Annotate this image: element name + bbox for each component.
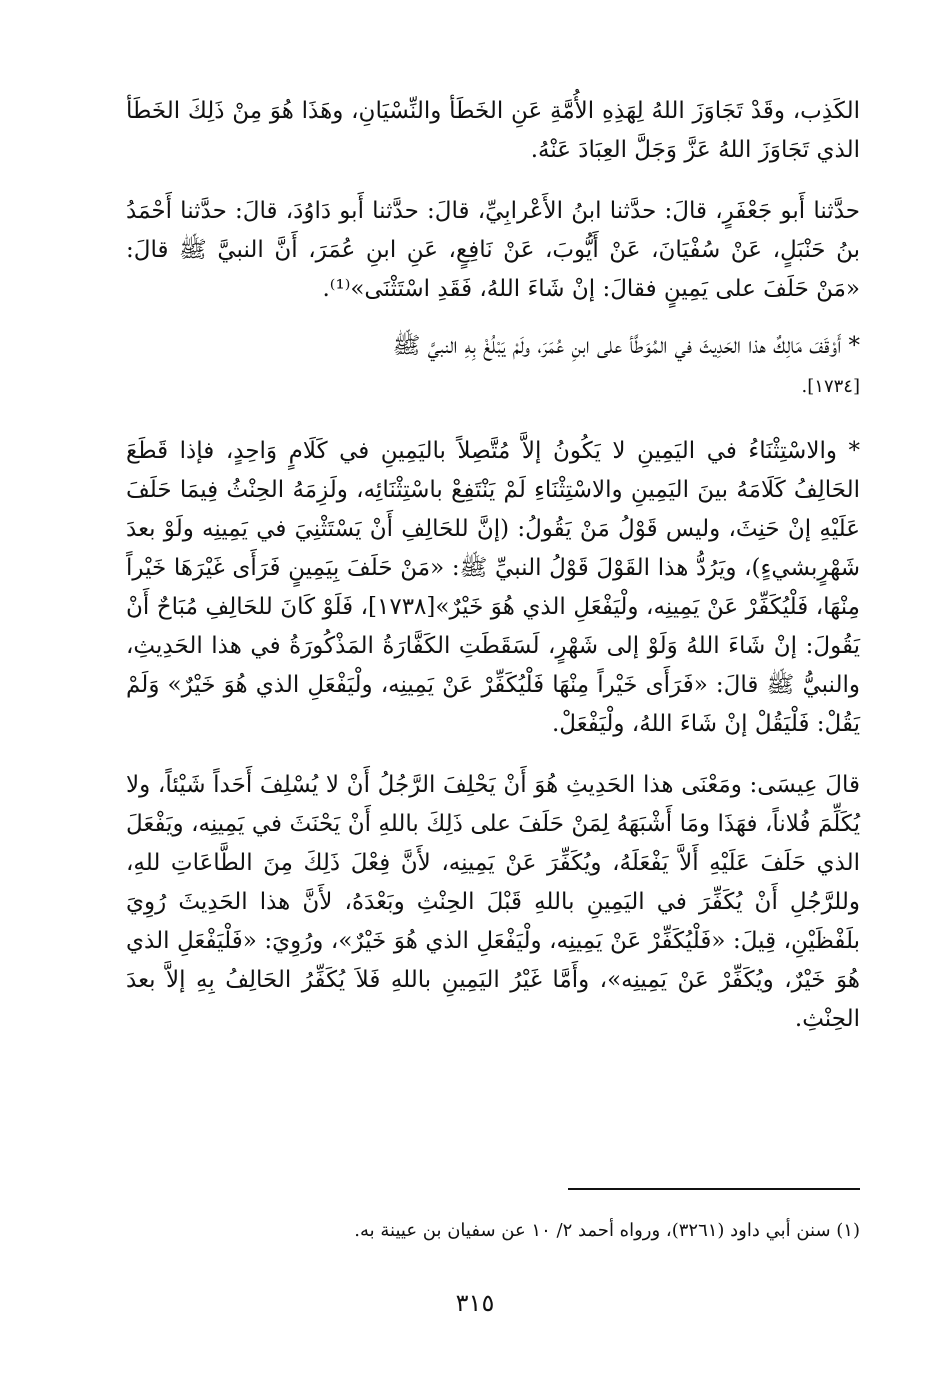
paragraph-2-hadith-chain: حدَّثنا أَبو جَعْفَرٍ، قالَ: حدَّثنا ابنُ الأَعْرابِيِّ، قالَ: حدَّثنا أَبو دَاوُدَ، قالَ: حدَّثنا أَحْمَدُ بنُ حَنْبَلٍ، عَنْ سُفْيَانَ، عَنْ أَيُّوبَ، عَنْ نَافِعٍ، عَنِ ابنِ عُمَرَ، أَنَّ النبيَّ ﷺ قالَ: «مَنْ حَلَفَ على يَمِينٍ فقالَ: إنْ شَاءَ اللهُ، فَقَدِ اسْتَثْنَى»⁽¹⁾. [126,198,860,302]
main-text [126,92,860,1039]
paragraph-5-isa-commentary: قالَ عِيسَى: ومَعْنَى هذا الحَدِيثِ هُوَ أَنْ يَحْلِفَ الرَّجُلُ أَنْ لا يُسْلِفَ أَحَداً شَيْئاً، ولا يُكَلِّمَ فُلاناً، فهَذَا ومَا أَشْبَهَهُ لِمَنْ حَلَفَ على ذَلِكَ باللهِ أَنْ يَحْنَثَ في يَمِينِه، ويَفْعَلَ الذي حَلَفَ عَلَيْهِ أَلاَّ يَفْعَلَهُ، ويُكَفِّرَ عَنْ يَمِينِه، لأَنَّ فِعْلَ ذَلِكَ مِنَ الطَّاعَاتِ للهِ، وللرَّجُلِ أَنْ يُكَفِّرَ في اليَمِينِ باللهِ قَبْلَ الحِنْثِ وبَعْدَهُ، لأَنَّ هذا الحَدِيثَ رُوِيَ بلَفْظَيْنِ، قِيلَ: «فَلْيُكَفِّرْ عَنْ يَمِينِه، ولْيَفْعَلِ الذي هُوَ خَيْرٌ»، ورُوِيَ: «فَلْيَفْعَلِ الذي هُوَ خَيْرٌ، ويُكَفِّرْ عَنْ يَمِينِه»، وأَمَّا غَيْرُ اليَمِينِ باللهِ فَلاَ يُكَفِّرُ الحَالِفُ بِهِ إلاَّ بعدَ الحِنْثِ. [126,772,860,1032]
paragraph-3-reference [126,366,860,406]
footnote-1: (١) سنن أبي داود (٣٢٦١)، ورواه أحمد ٢/ ١٠ عن سفيان بن عيينة به. [354,1220,860,1241]
paragraph-4-istithna: * والاسْتِثْنَاءُ في اليَمِينِ لا يَكُونُ إلاَّ مُتَّصِلاً باليَمِينِ في كَلَامٍ وَاحِدٍ، فإذا قَطَعَ الحَالِفُ كَلَامَهُ بينَ اليَمِينِ والاسْتِثْنَاءِ لَمْ يَنْتَفِعْ باسْتِثْنَائِه، ولَزِمَهُ الحِنْثُ فِيمَا حَلَفَ عَلَيْهِ إنْ حَنِثَ، وليس قَوْلُ مَنْ يَقُولُ: (إنَّ للحَالِفِ أَنْ يَسْتَثْنِيَ في يَمِينِه ولَوْ بعدَ شَهْرٍبشيءٍ)، ويَرُدُّ هذا القَوْلَ قَوْلُ النبيِّ ﷺ: «مَنْ حَلَفَ بِيَمِينٍ فَرَأَى غَيْرَهَا خَيْراً مِنْهَا، فَلْيُكَفِّرْ عَنْ يَمِينِه، ولْيَفْعَلِ الذي هُوَ خَيْرٌ»[١٧٣٨]، فَلَوْ كَانَ للحَالِفِ مُبَاحٌ أَنْ يَقُولَ: إنْ شَاءَ اللهُ وَلَوْ إلى شَهْرٍ، لَسَقَطَتِ الكَفَّارَةُ المَذْكُورَةُ في هذا الحَدِيثِ، والنبيُّ ﷺ قالَ: «فَرَأَى خَيْراً مِنْهَا فَلْيُكَفِّرْ عَنْ يَمِينِه، ولْيَفْعَلِ الذي هُوَ خَيْرٌ» وَلَمْ يَقُلْ: فَلْيَقُلْ إنْ شَاءَ اللهُ، ولْيَفْعَلْ. [126,438,860,737]
footnote-divider [568,1188,860,1190]
paragraph-3-malik-note: * أَوْقَفَ مَالِكٌ هذا الحَدِيثَ في المُوَطَّأ على ابنِ عُمَرَ، ولَمْ يَبْلُغْ بِهِ النبيَّ ﷺ [392,333,860,359]
hadith-reference-number: [١٧٣٤]. [801,376,860,397]
paragraph-1: الكَذِب، وقَدْ تَجَاوَزَ اللهُ لِهَذِهِ الأُمَّةِ عَنِ الخَطَأ والنِّسْيَانِ، وهَذَا هُوَ مِنْ ذَلِكَ الخَطَأ الذي تَجَاوَزَ اللهُ عَزَّ وَجَلَّ العِبَادَ عَنْهُ. [126,98,860,163]
page-number: ٣١٥ [455,1289,495,1317]
